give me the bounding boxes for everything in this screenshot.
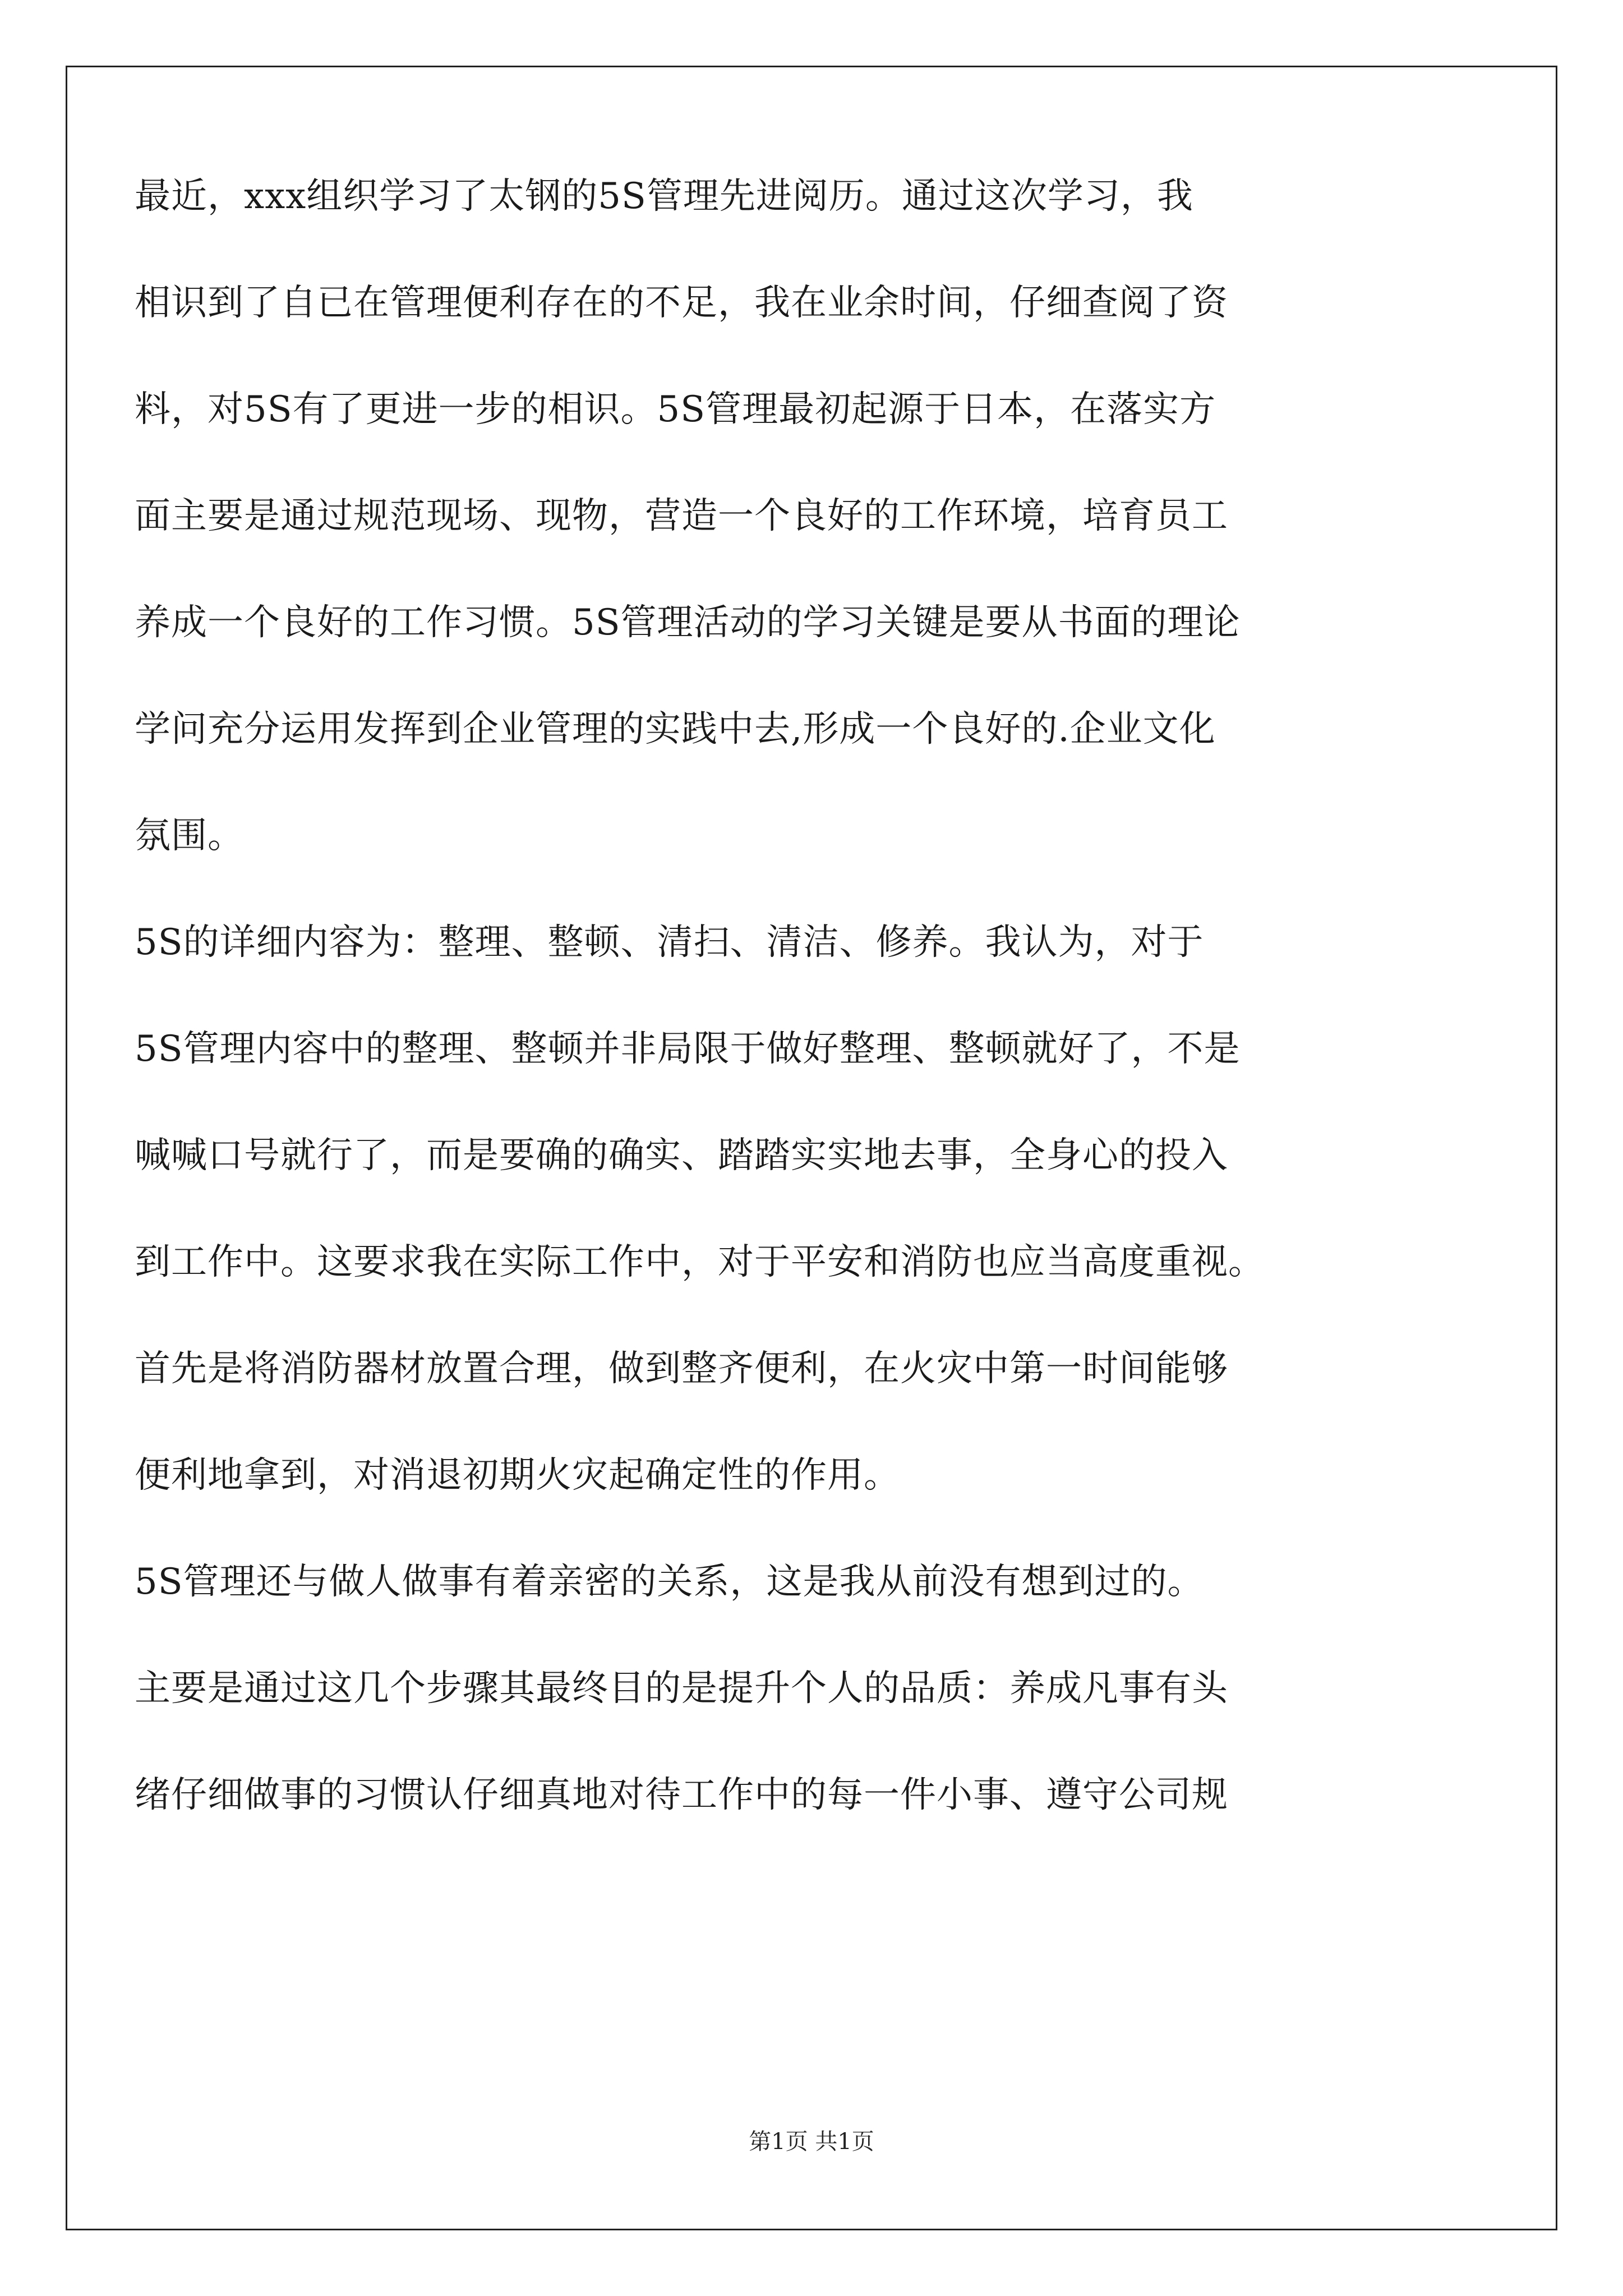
text-line: 绪仔细做事的习惯认仔细真地对待工作中的每一件小事、遵守公司规	[135, 1774, 1228, 1816]
text-line: 5S的详细内容为：整理、整顿、清扫、清洁、修养。我认为，对于	[135, 922, 1204, 963]
text-line: 面主要是通过规范现场、现物，营造一个良好的工作环境，培育员工	[135, 495, 1228, 537]
text-line: 养成一个良好的工作习惯。5S管理活动的学习关键是要从书面的理论	[135, 602, 1241, 643]
text-line: 5S管理还与做人做事有着亲密的关系，这是我从前没有想到过的。	[135, 1561, 1204, 1603]
text-line: 首先是将消防器材放置合理，做到整齐便利，在火灾中第一时间能够	[135, 1348, 1228, 1389]
document-body	[135, 143, 1424, 1848]
text-line: 主要是通过这几个步骤其最终目的是提升个人的品质：养成凡事有头	[135, 1668, 1228, 1709]
text-line: 便利地拿到，对消退初期火灾起确定性的作用。	[135, 1455, 900, 1496]
text-line: 喊喊口号就行了，而是要确的确实、踏踏实实地去事，全身心的投入	[135, 1135, 1228, 1176]
text-line: 到工作中。这要求我在实际工作中，对于平安和消防也应当高度重视。	[135, 1241, 1265, 1283]
text-line: 学问充分运用发挥到企业管理的实践中去,形成一个良好的.企业文化	[135, 708, 1216, 750]
text-line: 5S管理内容中的整理、整顿并非局限于做好整理、整顿就好了，不是	[135, 1028, 1241, 1070]
text-line: 氛围。	[135, 815, 244, 857]
text-line: 相识到了自已在管理便利存在的不足，我在业余时间，仔细查阅了资	[135, 282, 1228, 324]
text-line: 料，对5S有了更进一步的相识。5S管理最初起源于日本，在落实方	[135, 389, 1216, 430]
text-line: 最近，xxx组织学习了太钢的5S管理先进阅历。通过这次学习，我	[135, 176, 1193, 217]
page-footer: 第1页 共1页	[749, 2129, 874, 2155]
